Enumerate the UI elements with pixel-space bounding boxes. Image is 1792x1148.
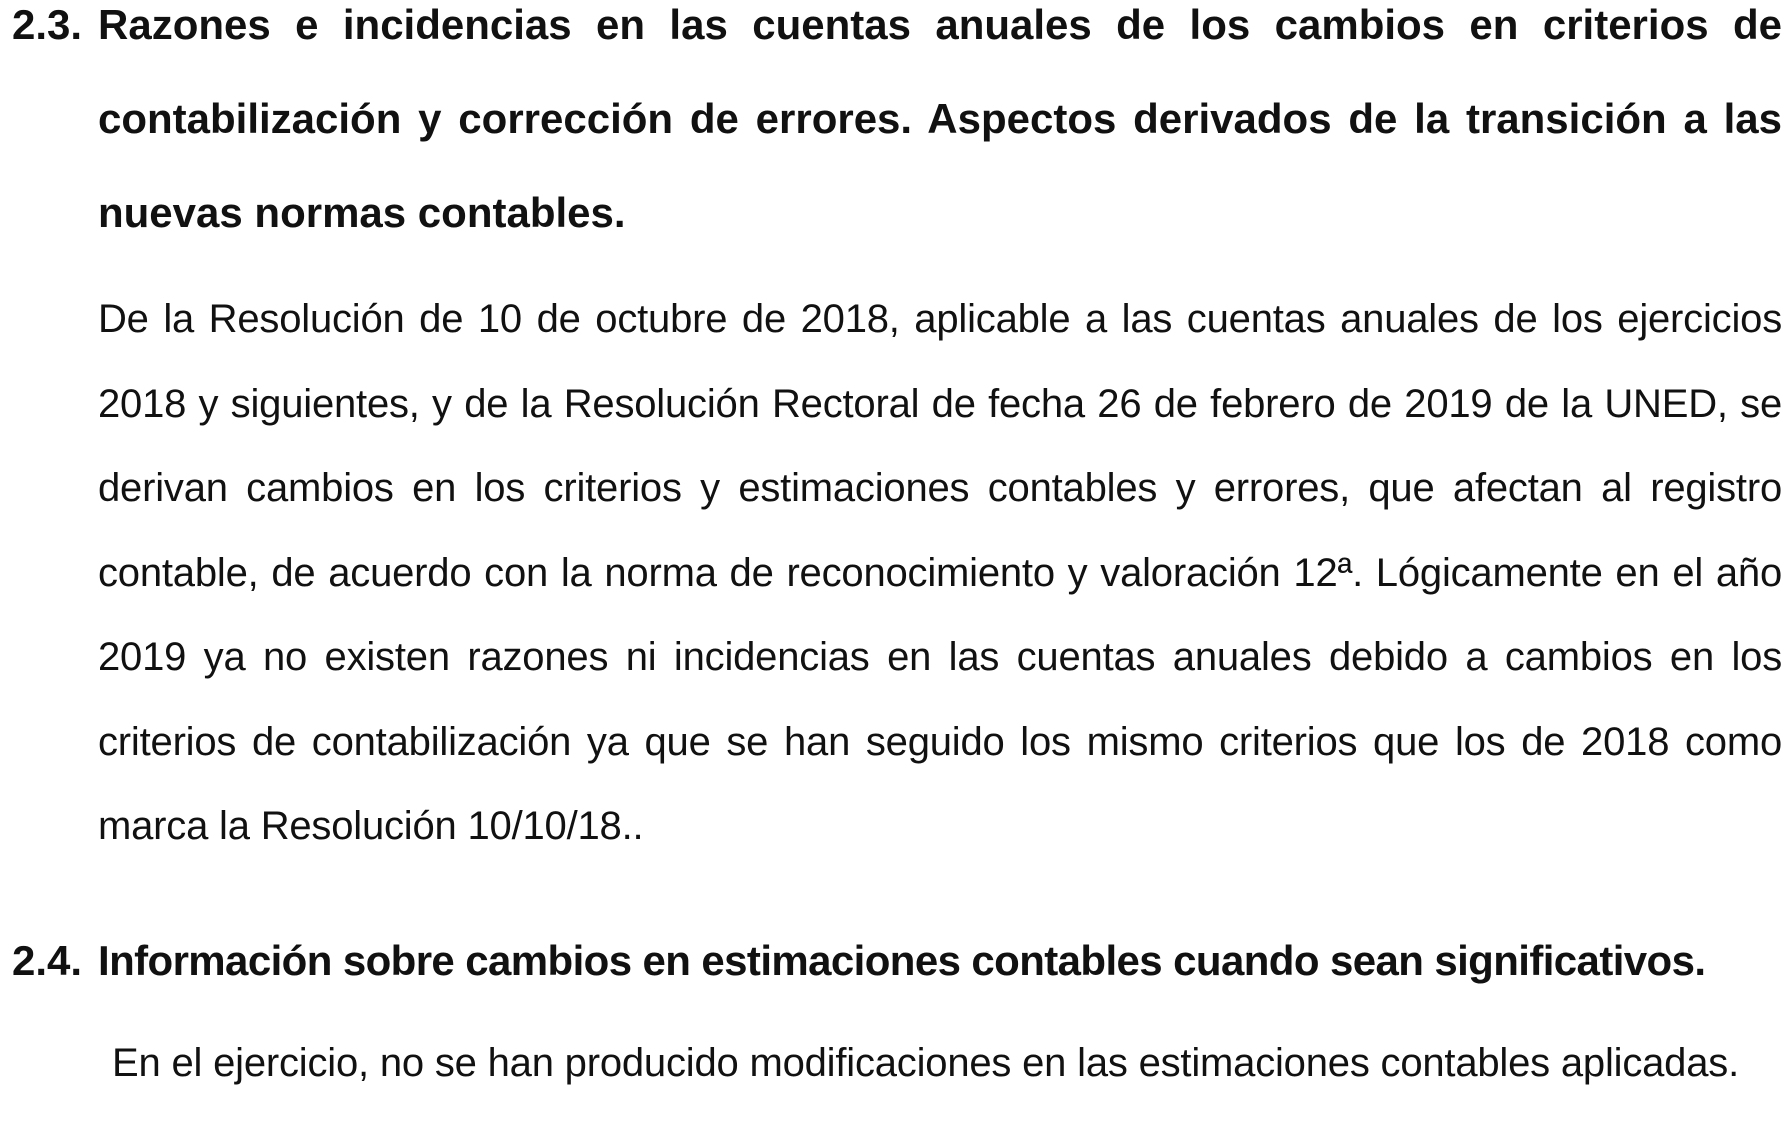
section-2-3-body: De la Resolución de 10 de octubre de 2018, aplicable a las cuentas anuales de los ejercicios 2018 y siguientes, y de la Resolución Rectoral de fecha 26 de febrero de 2019 de la UNED, se derivan cambios en los criterios y estimaciones contables y errores, que afectan al registro contable, de acuerdo con la norma de reconocimiento y valoración 12ª. Lógicamente en el año 2019 ya no existen razones ni incidencias en las cuentas anuales debido a cambios en los criterios de contabilización ya que se han seguido los mismo criterios que los de 2018 como marca la Resolución 10/10/18.. (98, 297, 1782, 848)
section-2-4-number: 2.4. (12, 937, 83, 984)
section-2-4-title: Información sobre cambios en estimaciones contables cuando sean significativos. (98, 937, 1706, 984)
section-2-3-number: 2.3. (12, 1, 83, 48)
section-2-3-heading (12, 0, 1782, 260)
section-2-4-heading (12, 914, 1782, 1008)
section-2-3-title: Razones e incidencias en las cuentas anuales de los cambios en criterios de contabilización y corrección de errores. Aspectos derivados de la transición a las nuevas normas contables. (98, 1, 1782, 236)
section-2-4-body: En el ejercicio, no se han producido modificaciones en las estimaciones contables aplicadas. (112, 1041, 1739, 1085)
